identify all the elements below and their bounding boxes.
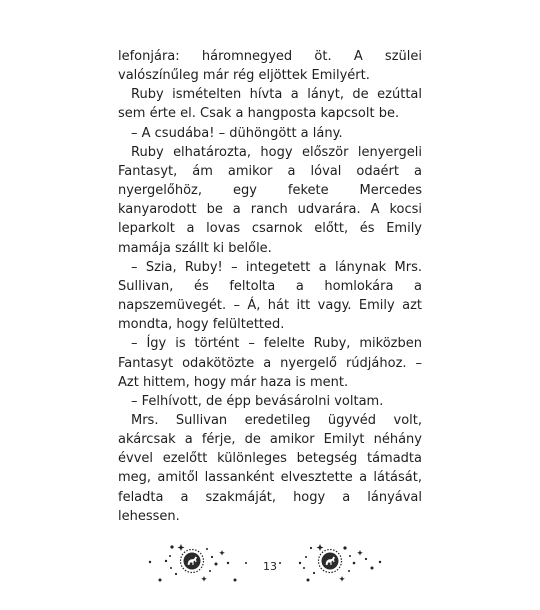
paragraph-2: Ruby ismételten hívta a lányt, de ezúttal sem érte el. Csak a hangposta kapcsolt be. bbox=[118, 87, 422, 122]
page-number: 13 bbox=[263, 560, 277, 573]
left-horse-medallion-icon bbox=[181, 550, 204, 573]
paragraph-7: – Felhívott, de épp bevásárolni voltam. bbox=[131, 393, 384, 409]
paragraph-6: – Így is történt – felelte Ruby, miközben Fantasyt odakötözte a nyergelő rúdjához. – Azt hittem, hogy már haza is ment. bbox=[118, 336, 422, 390]
paragraph-4: Ruby elhatározta, hogy először lenyergeli Fantasyt, ám amikor a lóval odaért a nyergelőhöz, egy fekete Mercedes kanyarodott be a ranch udvarára. A kocsi leparkolt a lovas csarnok előtt, és Emily mamája szállt ki belőle. bbox=[118, 144, 422, 256]
paragraph-5: – Szia, Ruby! – integetett a lánynak Mrs. Sullivan, és feltolta a homlokára a napszemüvegét. – Á, hát itt vagy. Emily azt mondta, hogy felültetted. bbox=[118, 259, 422, 333]
right-horse-medallion-icon bbox=[319, 550, 342, 573]
paragraph-3: – A csudába! – dühöngött a lány. bbox=[131, 125, 343, 141]
body-text bbox=[118, 47, 422, 526]
footer-ornament bbox=[0, 528, 540, 588]
paragraph-1: lefonjára: háromnegyed öt. A szülei valószínűleg már rég eljöttek Emilyért. bbox=[118, 49, 422, 84]
page-footer bbox=[0, 528, 540, 588]
right-star-sparkles bbox=[299, 544, 381, 582]
paragraph-8: Mrs. Sullivan eredetileg ügyvéd volt, akárcsak a férje, de amikor Emilyt néhány évvel ezelőtt különleges betegség támadta meg, amitől lassanként elvesztette a látását, feladta a szakmáját, hogy a lányával lehessen. bbox=[118, 412, 422, 524]
